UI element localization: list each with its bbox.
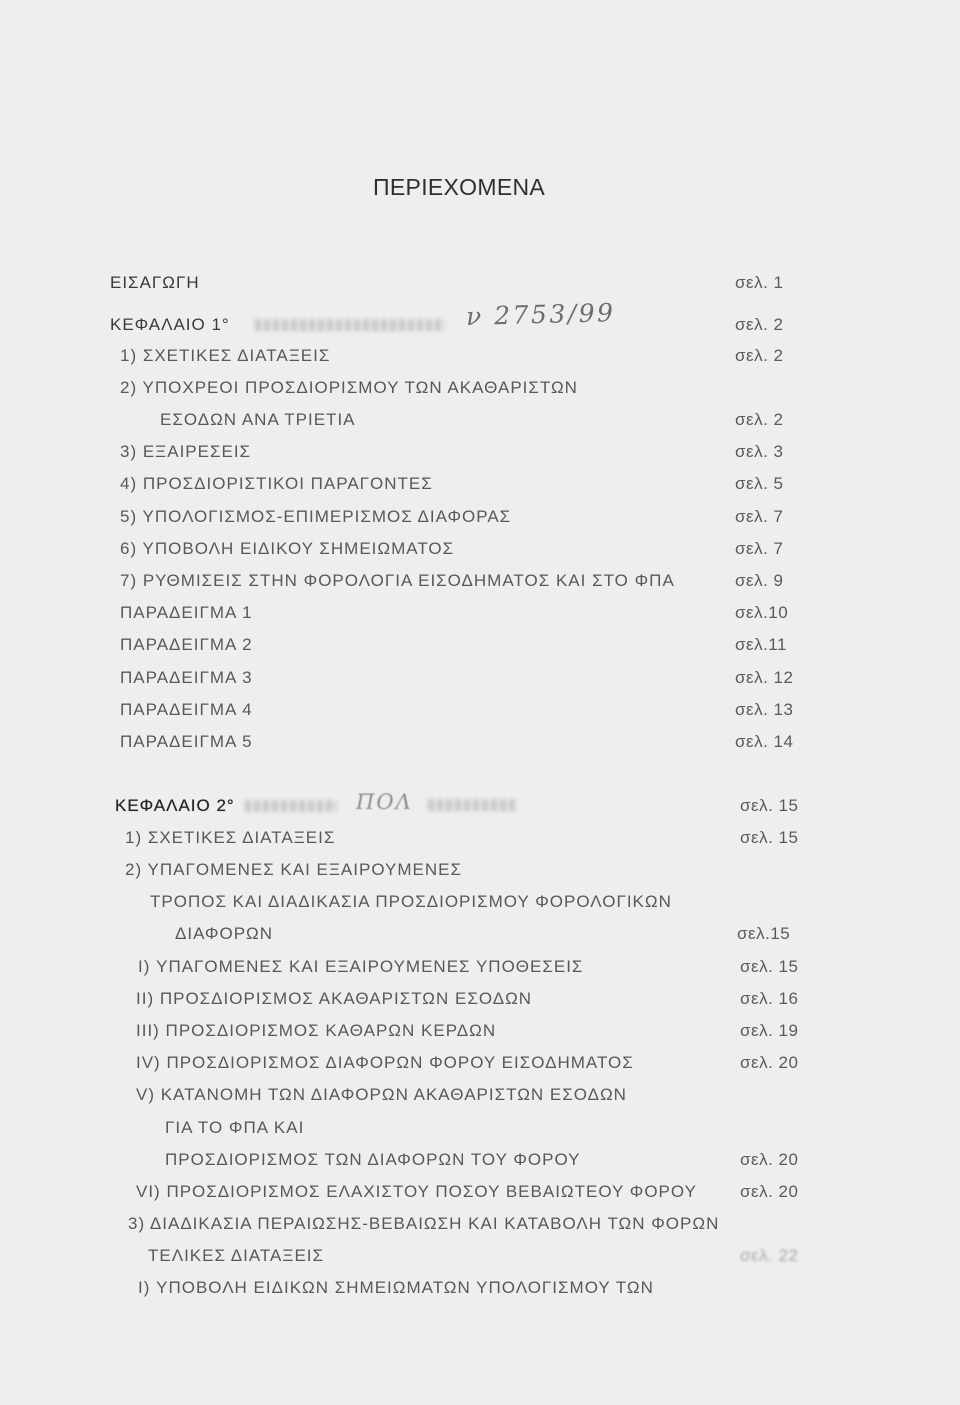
toc-entry	[0, 468, 960, 500]
toc-entry	[0, 436, 960, 468]
entry-page-ref: σελ.15	[737, 924, 791, 943]
entry-page-ref: σελ. 15	[740, 957, 799, 976]
toc-entry	[0, 726, 960, 758]
entry-title: ΠΑΡΑΔΕΙΓΜΑ 5	[120, 732, 253, 751]
entry-title: 1) ΣΧΕΤΙΚΕΣ ΔΙΑΤΑΞΕΙΣ	[125, 828, 336, 847]
toc-entry	[0, 629, 960, 661]
entry-title: VI) ΠΡΟΣΔΙΟΡΙΣΜΟΣ ΕΛΑΧΙΣΤΟΥ ΠΟΣΟΥ ΒΕΒΑΙΩΤΕΟΥ ΦΟΡΟΥ	[136, 1182, 697, 1201]
entry-title: IV) ΠΡΟΣΔΙΟΡΙΣΜΟΣ ΔΙΑΦΟΡΩΝ ΦΟΡΟΥ ΕΙΣΟΔΗΜΑΤΟΣ	[136, 1053, 634, 1072]
entry-title: ΤΕΛΙΚΕΣ ΔΙΑΤΑΞΕΙΣ	[148, 1246, 325, 1265]
toc-entry	[0, 822, 960, 854]
entry-title: 2) ΥΠΟΧΡΕΟΙ ΠΡΟΣΔΙΟΡΙΣΜΟΥ ΤΩΝ ΑΚΑΘΑΡΙΣΤΩΝ	[120, 378, 578, 397]
page-title: ΠΕΡΙΕΧΟΜΕΝΑ	[373, 174, 546, 200]
entry-page-ref: σελ. 2	[735, 315, 784, 334]
toc-entry	[0, 1240, 960, 1272]
entry-title: I) ΥΠΑΓΟΜΕΝΕΣ ΚΑΙ ΕΞΑΙΡΟΥΜΕΝΕΣ ΥΠΟΘΕΣΕΙΣ	[138, 957, 584, 976]
entry-page-ref: σελ. 2	[735, 410, 784, 429]
handwritten-note: ν 2753/99	[465, 298, 616, 331]
entry-title: ΠΑΡΑΔΕΙΓΜΑ 4	[120, 700, 253, 719]
entry-page-ref: σελ. 15	[740, 796, 799, 815]
toc-entry	[0, 1208, 960, 1240]
entry-title: 4) ΠΡΟΣΔΙΟΡΙΣΤΙΚΟΙ ΠΑΡΑΓΟΝΤΕΣ	[120, 474, 433, 493]
entry-page-ref: σελ. 16	[740, 989, 799, 1008]
handwritten-note: ΠΟΛ	[356, 790, 413, 814]
entry-title: 5) ΥΠΟΛΟΓΙΣΜΟΣ-ΕΠΙΜΕΡΙΣΜΟΣ ΔΙΑΦΟΡΑΣ	[120, 507, 512, 526]
entry-title: II) ΠΡΟΣΔΙΟΡΙΣΜΟΣ ΑΚΑΘΑΡΙΣΤΩΝ ΕΣΟΔΩΝ	[136, 989, 533, 1008]
entry-page-ref: σελ. 14	[735, 732, 794, 751]
entry-page-ref: σελ. 19	[740, 1021, 799, 1040]
entry-title: ΓΙΑ ΤΟ ΦΠΑ ΚΑΙ	[165, 1118, 305, 1137]
toc-entry	[0, 854, 960, 886]
toc-entry	[0, 662, 960, 694]
illegible-handwriting	[255, 319, 445, 331]
entry-page-ref: σελ. 9	[735, 571, 784, 590]
entry-page-ref: σελ. 12	[735, 668, 794, 687]
entry-title: ΠΡΟΣΔΙΟΡΙΣΜΟΣ ΤΩΝ ΔΙΑΦΟΡΩΝ ΤΟΥ ΦΟΡΟΥ	[165, 1150, 581, 1169]
entry-title: I) ΥΠΟΒΟΛΗ ΕΙΔΙΚΩΝ ΣΗΜΕΙΩΜΑΤΩΝ ΥΠΟΛΟΓΙΣΜΟΥ ΤΩΝ	[138, 1278, 654, 1297]
toc-entry	[0, 886, 960, 918]
entry-title: 1) ΣΧΕΤΙΚΕΣ ΔΙΑΤΑΞΕΙΣ	[120, 346, 331, 365]
entry-page-ref: σελ. 3	[735, 442, 784, 461]
toc-entry	[0, 1112, 960, 1144]
entry-title: ΚΕΦΑΛΑΙΟ 2°	[115, 796, 235, 815]
entry-title: III) ΠΡΟΣΔΙΟΡΙΣΜΟΣ ΚΑΘΑΡΩΝ ΚΕΡΔΩΝ	[136, 1021, 497, 1040]
entry-page-ref: σελ.10	[735, 603, 789, 622]
entry-title: ΠΑΡΑΔΕΙΓΜΑ 1	[120, 603, 253, 622]
toc-entry	[0, 533, 960, 565]
toc-entry	[0, 597, 960, 629]
toc-entry	[0, 1272, 960, 1304]
entry-title: 6) ΥΠΟΒΟΛΗ ΕΙΔΙΚΟΥ ΣΗΜΕΙΩΜΑΤΟΣ	[120, 539, 455, 558]
entry-page-ref: σελ. 22	[740, 1246, 799, 1265]
entry-title: ΠΑΡΑΔΕΙΓΜΑ 2	[120, 635, 253, 654]
toc-entry	[0, 983, 960, 1015]
toc-entry	[0, 1015, 960, 1047]
toc-entry	[0, 565, 960, 597]
toc-entry	[0, 1047, 960, 1079]
entry-page-ref: σελ. 15	[740, 828, 799, 847]
entry-page-ref: σελ. 13	[735, 700, 794, 719]
toc-entry-introduction	[0, 267, 960, 299]
toc-entry	[0, 501, 960, 533]
toc-entry	[0, 1144, 960, 1176]
toc-entry	[0, 372, 960, 404]
illegible-handwriting	[245, 800, 337, 812]
toc-entry	[0, 1176, 960, 1208]
toc-entry	[0, 694, 960, 726]
entry-title: 7) ΡΥΘΜΙΣΕΙΣ ΣΤΗΝ ΦΟΡΟΛΟΓΙΑ ΕΙΣΟΔΗΜΑΤΟΣ ΚΑΙ ΣΤΟ ΦΠΑ	[120, 571, 675, 590]
entry-title: ΕΣΟΔΩΝ ΑΝΑ ΤΡΙΕΤΙΑ	[160, 410, 356, 429]
entry-page-ref: σελ. 20	[740, 1182, 799, 1201]
toc-entry	[0, 340, 960, 372]
toc-entry	[0, 918, 960, 950]
entry-page-ref: σελ. 5	[735, 474, 784, 493]
toc-entry	[0, 1079, 960, 1111]
entry-title: ΔΙΑΦΟΡΩΝ	[175, 924, 274, 943]
illegible-handwriting	[428, 799, 516, 811]
entry-page-ref: σελ. 20	[740, 1053, 799, 1072]
toc-entry	[0, 951, 960, 983]
entry-page-ref: σελ. 7	[735, 539, 784, 558]
entry-page-ref: σελ. 1	[735, 273, 784, 292]
entry-page-ref: σελ. 7	[735, 507, 784, 526]
entry-title: ΚΕΦΑΛΑΙΟ 1°	[110, 315, 230, 334]
entry-title: 3) ΕΞΑΙΡΕΣΕΙΣ	[120, 442, 252, 461]
entry-title: 3) ΔΙΑΔΙΚΑΣΙΑ ΠΕΡΑΙΩΣΗΣ-ΒΕΒΑΙΩΣΗ ΚΑΙ ΚΑΤΑΒΟΛΗ ΤΩΝ ΦΟΡΩΝ	[128, 1214, 720, 1233]
entry-page-ref: σελ. 2	[735, 346, 784, 365]
entry-title: 2) ΥΠΑΓΟΜΕΝΕΣ ΚΑΙ ΕΞΑΙΡΟΥΜΕΝΕΣ	[125, 860, 462, 879]
entry-title: ΤΡΟΠΟΣ ΚΑΙ ΔΙΑΔΙΚΑΣΙΑ ΠΡΟΣΔΙΟΡΙΣΜΟΥ ΦΟΡΟΛΟΓΙΚΩΝ	[150, 892, 672, 911]
entry-title: ΕΙΣΑΓΩΓΗ	[110, 273, 200, 292]
entry-title: ΠΑΡΑΔΕΙΓΜΑ 3	[120, 668, 253, 687]
toc-entry	[0, 404, 960, 436]
entry-page-ref: σελ.11	[735, 635, 787, 654]
entry-page-ref: σελ. 20	[740, 1150, 799, 1169]
entry-title: V) ΚΑΤΑΝΟΜΗ ΤΩΝ ΔΙΑΦΟΡΩΝ ΑΚΑΘΑΡΙΣΤΩΝ ΕΣΟΔΩΝ	[136, 1085, 627, 1104]
